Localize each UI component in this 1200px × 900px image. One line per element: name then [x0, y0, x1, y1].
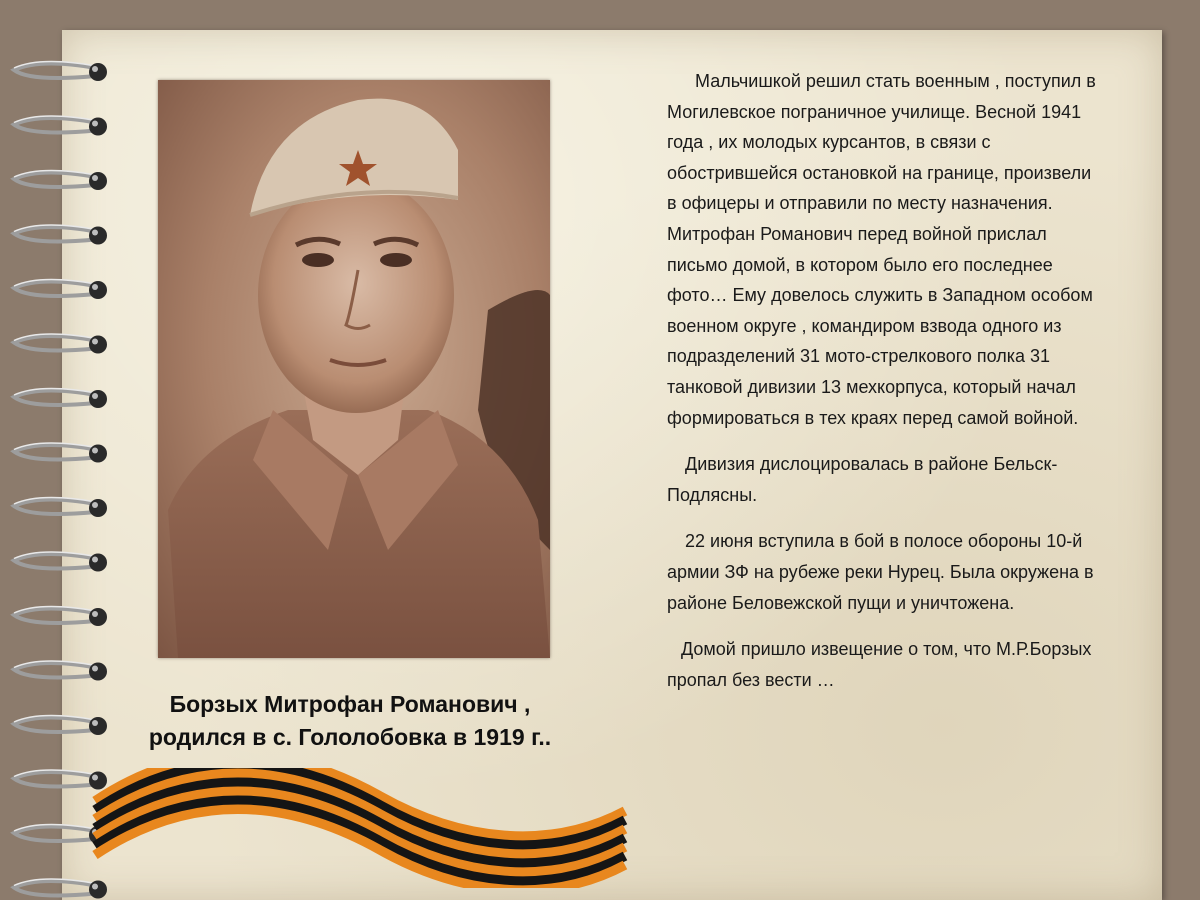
spiral-ring: [14, 443, 107, 463]
spiral-ring: [14, 497, 107, 517]
spiral-ring: [14, 225, 107, 245]
caption-name-line: Борзых Митрофан Романович ,: [169, 691, 531, 717]
spiral-ring: [14, 279, 107, 299]
spiral-binding: [0, 0, 130, 900]
story-text: [667, 66, 1097, 695]
spiral-ring: [14, 388, 107, 408]
spiral-ring: [14, 552, 107, 572]
portrait-photo: [158, 80, 550, 658]
spiral-ring: [14, 61, 107, 81]
story-paragraph-3: 22 июня вступила в бой в полосе обороны 10-й армии ЗФ на рубеже реки Нурец. Была окружена в районе Беловежской пущи и уничтожена.: [667, 531, 1094, 613]
spiral-ring: [14, 606, 107, 626]
story-paragraph-1: Мальчишкой решил стать военным , поступил в Могилевское пограничное училище. Весной 1941 года , их молодых курсантов, в связи с обострившейся остановкой на границе, произвели в офицеры и отправили по месту назначения. Митрофан Романович перед войной прислал письмо домой, в котором было его последнее фото… Ему довелось служить в Западном особом военном округе , командиром взвода одного из подразделений 31 мото-стрелкового полка 31 танковой дивизии 13 мехкорпуса, который начал формироваться в тех краях перед самой войной.: [667, 71, 1096, 428]
portrait-caption: [90, 688, 610, 754]
spiral-ring: [14, 170, 107, 190]
spiral-ring: [14, 334, 107, 354]
st-george-ribbon: [80, 768, 640, 888]
spiral-ring: [14, 116, 107, 136]
spiral-ring: [14, 661, 107, 681]
story-paragraph-2: Дивизия дислоцировалась в районе Бельск-Подлясны.: [667, 454, 1058, 505]
story-paragraph-4: Домой пришло извещение о том, что М.Р.Борзых пропал без вести …: [667, 639, 1092, 690]
caption-birth-line: родился в с. Гололобовка в 1919 г..: [148, 724, 552, 750]
